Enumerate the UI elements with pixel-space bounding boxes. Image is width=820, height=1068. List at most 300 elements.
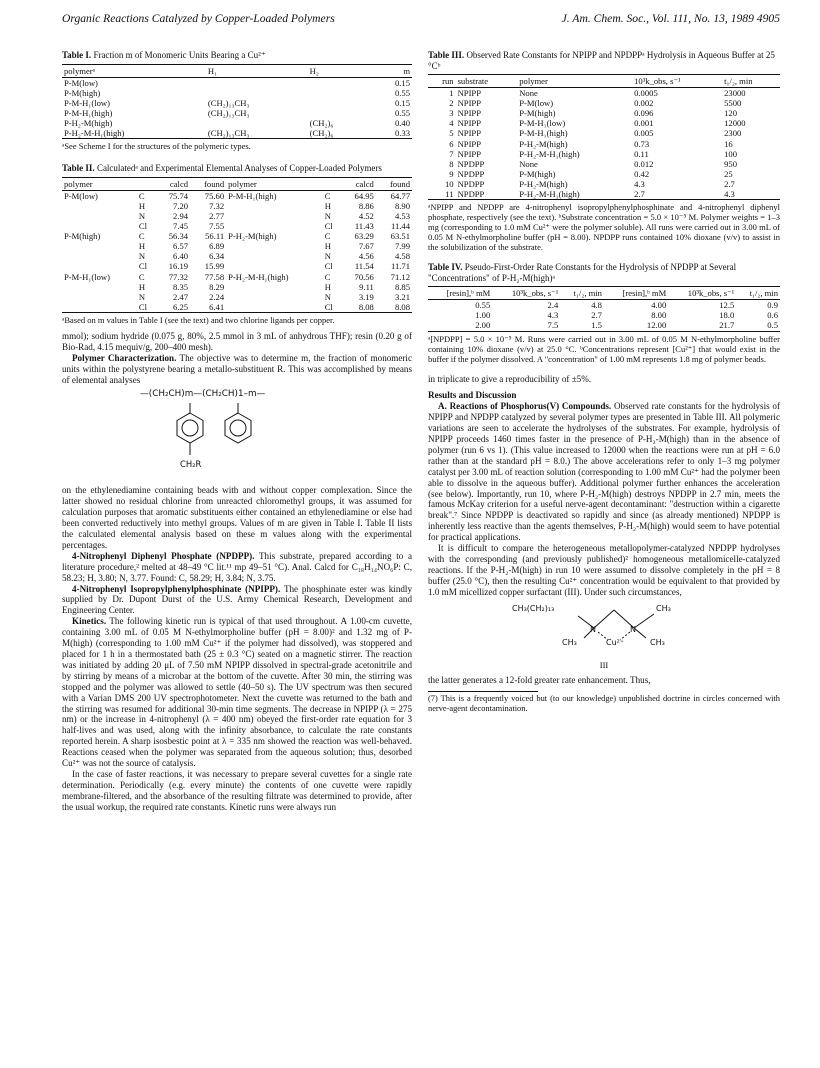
table-cell: 2.7 [591, 310, 602, 321]
table-row [428, 139, 780, 149]
table-cell: 64.77 [390, 190, 410, 201]
table-cell: 0.012 [634, 158, 654, 169]
table-cell: 12.5 [719, 300, 735, 311]
table-cell: 6.34 [209, 251, 225, 262]
table-row [62, 108, 412, 118]
table-cell: 0.11 [634, 148, 649, 159]
compound-iii-diagram [428, 602, 780, 656]
table-cell: (CH₂)₁₃CH₃ [207, 128, 250, 139]
paragraph-sodium-hydride: mmol); sodium hydride (0.075 g, 80%, 2.5 mmol in 3 mL of anhydrous THF); resin (0.20 g of Bio-Rad, 4.15 mequiv/g, 200–400 mesh). [62, 330, 412, 352]
table-cell: 11.54 [354, 261, 374, 272]
table-cell: 7.99 [394, 241, 410, 252]
table-cell: H [138, 281, 146, 292]
table-cell: (CH₂)₁₃CH₃ [207, 97, 250, 108]
table-cell [62, 241, 137, 251]
table-cell: 9.11 [359, 281, 374, 292]
text-npdpp: This substrate, prepared according to a literature procedure,² melted at 48–49 °C lit.¹¹ mp 49–51 °C). Anal. Calcd for C₁₈H₁₄NO₆P: C, 58.23; H, 3.80; N, 3.77. Found: C, 58.29; H, 3.84; N, 3.75. [62, 550, 412, 583]
table-cell: 56.34 [168, 231, 189, 242]
table-cell: 11.71 [390, 261, 410, 272]
t4-header-cell: [resin],ᵇ mM [446, 288, 491, 299]
table-row [62, 128, 412, 139]
table-cell: P-M-H₁(high) [519, 128, 568, 139]
table-cell: P-M-H₁(low) [64, 97, 110, 108]
table-cell: 4.58 [394, 251, 410, 262]
table-cell: 15.99 [204, 261, 225, 272]
table-3-caption [428, 50, 780, 71]
table-cell: Cl [138, 301, 148, 312]
table-4-label: Table IV. [428, 262, 463, 273]
table-cell: P-H₂-M-H₁(high) [64, 128, 125, 139]
table-cell: P-M-H₁(high) [64, 107, 113, 118]
table-cell: 0.096 [634, 108, 654, 119]
table-4-footnote: ᵃ[NPDPP] = 5.0 × 10⁻⁵ M. Runs were carried out in 3.00 mL of 0.05 M N-ethylmorpholine buffer containing 10% dioxane (v/v) at 25.0 °C. ᵇConcentrations represent [Cu²⁺] that would exist in the buffer if the polymer dissolved. A "concentration" of 1.00 mM represents 1.8 mg of polymer beads. [428, 333, 780, 364]
table-cell: N [324, 210, 331, 221]
table-cell [206, 77, 308, 88]
table-row [62, 201, 412, 211]
benzene-rings-drawing [62, 389, 412, 481]
table-cell: 6.41 [209, 301, 225, 312]
table-cell: 0.15 [394, 77, 410, 88]
table-row [428, 128, 780, 138]
table-row [428, 98, 780, 108]
table-cell: 8.90 [394, 200, 410, 211]
table-cell: 23000 [724, 88, 746, 99]
table-row [62, 221, 412, 231]
table-cell: NPIPP [457, 148, 481, 159]
table-cell: P-H₂-M(high) [519, 178, 568, 189]
methyl-top-label: CH₃ [656, 603, 671, 613]
table-cell: 6.25 [173, 301, 189, 312]
table-cell: NPIPP [457, 108, 481, 119]
left-body-text [62, 331, 412, 813]
table-cell: P-M(high) [64, 87, 101, 98]
methyl-bottom-right-label: CH₃ [650, 637, 665, 647]
t2-header-cell: calcd [355, 178, 374, 189]
heading-polymer-characterization: Polymer Characterization. [72, 352, 177, 363]
table-cell: NPDPP [457, 178, 485, 189]
table-3-title: Observed Rate Constants for NPIPP and NPDPPᵃ Hydrolysis in Aqueous Buffer at 25 °Cᵇ [428, 50, 775, 71]
paragraph-triplicate: in triplicate to give a reproducibility of ±5%. [428, 373, 592, 384]
table-cell [62, 221, 137, 231]
table-row [62, 190, 412, 201]
table-cell: P-M-H₁(low) [64, 271, 110, 282]
table-cell: H [324, 200, 331, 211]
t1-header-cell: H₁ [207, 65, 218, 76]
right-body-text [428, 374, 780, 715]
running-title: Organic Reactions Catalyzed by Copper-Loaded Polymers [62, 12, 335, 25]
table-cell: N [324, 291, 331, 302]
table-cell: 11.43 [354, 221, 374, 232]
table-cell: 4.3 [724, 189, 735, 200]
table-4-caption [428, 262, 780, 283]
table-cell: P-M-H₁(low) [519, 118, 566, 129]
table-cell: C [138, 190, 145, 201]
table-cell [226, 211, 323, 221]
table-2-footnote: ᵃBased on m values in Table I (see the text) and two chlorine ligands per copper. [62, 314, 335, 325]
compound-iii-label: III [599, 659, 609, 670]
table-cell: 77.32 [168, 271, 189, 282]
table-1-footnote: ᵃSee Scheme I for the structures of the polymeric types. [62, 141, 251, 152]
table-cell: 4.53 [394, 210, 410, 221]
section-heading-results: Results and Discussion [428, 390, 517, 401]
table-1 [62, 50, 412, 151]
table-cell: 7 [449, 148, 454, 159]
journal-citation: J. Am. Chem. Soc., Vol. 111, No. 13, 1989 4905 [561, 12, 780, 25]
table-cell: 7.67 [358, 241, 374, 252]
table-cell: 0.55 [394, 87, 410, 98]
table-cell: P-H₂-M-H₁(high) [519, 189, 580, 200]
table-4 [428, 262, 780, 363]
table-cell: 1.5 [591, 320, 602, 331]
paragraph-kinetics [62, 616, 412, 769]
t1-header-cell: H₂ [309, 65, 319, 76]
table-cell: N [138, 291, 146, 302]
table-cell: 8.00 [651, 310, 667, 321]
table-cell: 4.00 [651, 300, 667, 311]
table-cell: 7.55 [209, 221, 225, 232]
table-cell: 71.12 [390, 271, 410, 282]
paragraph-phosphorus [428, 401, 780, 543]
table-cell: 4 [449, 118, 454, 129]
table-cell: 11 [445, 189, 454, 200]
table-cell: NPDPP [457, 158, 485, 169]
t2-header-cell: found [389, 178, 410, 189]
t2-header-cell: polymer [64, 178, 93, 189]
t3-header-cell: 10³k_obs, s⁻¹ [634, 76, 681, 86]
table-cell: 0.0005 [634, 88, 658, 99]
table-cell: C [324, 190, 331, 201]
t2-header-cell: calcd [169, 178, 189, 189]
table-cell: Cl [138, 221, 148, 232]
t4-header-cell: t₁/₂, min [749, 288, 778, 299]
table-cell: 11.44 [390, 221, 410, 232]
table-cell [308, 108, 370, 118]
table-row [428, 179, 780, 189]
table-cell: 950 [724, 158, 737, 169]
table-cell: 100 [724, 148, 737, 159]
table-cell: 18.0 [719, 310, 735, 321]
t4-header-cell: [resin],ᵇ mM [622, 288, 667, 299]
table-cell: 4.56 [358, 251, 374, 262]
copper-center-label: Cu²⁺ [606, 637, 625, 647]
table-cell: NPIPP [457, 118, 481, 129]
table-cell [62, 302, 137, 313]
table-cell: 6.89 [209, 241, 225, 252]
table-cell: 1.00 [475, 310, 491, 321]
table-row [62, 282, 412, 292]
table-cell: NPDPP [457, 189, 485, 200]
table-cell [62, 251, 137, 261]
table-2-title: Calculatedᵃ and Experimental Elemental Analyses of Copper-Loaded Polymers [96, 163, 382, 174]
table-cell: 0.6 [767, 310, 778, 321]
table-cell: 4.8 [591, 300, 602, 311]
table-3-label: Table III. [428, 50, 465, 60]
table-cell: 7.45 [173, 221, 189, 232]
table-cell: 63.29 [354, 231, 374, 242]
table-cell: 0.002 [634, 98, 654, 109]
table-cell: 2300 [724, 128, 742, 139]
table-cell: 6.57 [173, 241, 189, 252]
left-column [62, 50, 412, 813]
table-1-caption [62, 50, 412, 61]
table-cell: 2.00 [475, 320, 491, 331]
table-cell: Cl [324, 301, 333, 312]
running-header [62, 12, 780, 30]
t4-header-cell: t₁/₂, min [573, 288, 602, 299]
table-cell: 5500 [724, 98, 742, 109]
heading-kinetics: Kinetics. [72, 616, 107, 627]
table-cell: 77.58 [204, 271, 225, 282]
table-cell: 0.9 [767, 300, 778, 311]
table-row [428, 108, 780, 118]
nitrogen-left-label: N [590, 624, 596, 634]
table-cell: 25 [724, 168, 733, 179]
table-cell: H [138, 200, 146, 211]
table-row [428, 320, 780, 331]
table-cell: P-M-H₁(high) [228, 190, 277, 201]
table-2-grid [62, 177, 412, 313]
footnote-divider [428, 691, 538, 692]
paragraph-polymer-characterization [62, 353, 412, 386]
table-cell: 75.74 [168, 190, 189, 201]
table-cell: 56.11 [205, 231, 225, 242]
table-2-label: Table II. [62, 163, 95, 174]
footnote-7: (7) This is a frequently voiced but (to our knowledge) unpublished doctrine in circles concerned with nerve-agent decontamination. [428, 694, 780, 714]
table-cell: P-M(high) [519, 168, 556, 179]
table-cell [206, 88, 308, 98]
table-cell: 120 [724, 108, 737, 119]
t3-header-cell: polymer [519, 76, 548, 86]
table-3-footnote: ᵃNPIPP and NPDPP are 4-nitrophenyl isopropylphenylphosphinate and 4-nitrophenyl diphenyl phosphate, respectively (see the text). ᵇSubstrate concentration = 5.0 × 10⁻⁵ M. Polymer weights = 1–3 mg (corresponding to 1.0 mM Cu²⁺ were the polymer soluble). All runs were carried out in 3.00 mL of 0.05 M N-ethylmorpholine buffer (pH = 8.00). NPDPP runs contained 10% dioxane (v/v) to assist in the solubilization of the substrate. [428, 202, 780, 253]
table-2 [62, 163, 412, 325]
table-cell [62, 201, 137, 211]
table-1-title: Fraction m of Monomeric Units Bearing a Cu²⁺ [93, 50, 266, 60]
table-cell: P-M(low) [64, 190, 98, 201]
table-cell: 21.7 [719, 320, 735, 331]
table-cell: P-M(low) [519, 98, 554, 109]
table-row [62, 211, 412, 221]
table-cell: N [138, 251, 146, 262]
table-cell: 8.08 [394, 301, 410, 312]
table-cell: 3.19 [358, 291, 374, 302]
table-row [62, 231, 412, 241]
table-3 [428, 50, 780, 252]
table-cell: P-M(high) [519, 108, 556, 119]
table-cell: 0.005 [634, 128, 654, 139]
table-row [62, 251, 412, 261]
table-cell: (CH₂)₆ [309, 117, 334, 128]
table-cell: 75.60 [204, 190, 225, 201]
table-cell: 0.5 [767, 320, 778, 331]
table-cell: P-M(high) [64, 231, 101, 242]
table-cell: NPIPP [457, 98, 481, 109]
t1-header-cell: polymerᵃ [64, 65, 95, 76]
table-cell: 8.08 [358, 301, 374, 312]
table-cell: 2.77 [209, 210, 225, 221]
table-cell: C [138, 271, 145, 282]
t2-header-cell: found [204, 178, 225, 189]
nitrogen-right-label: N [630, 624, 636, 634]
table-3-grid [428, 74, 780, 200]
t2-header-cell [323, 177, 341, 190]
polymer-formula: —(CH₂CH)m—(CH₂CH)1–m— [140, 389, 266, 400]
table-cell: 3.21 [394, 291, 410, 302]
table-cell: NPIPP [457, 128, 481, 139]
paragraph-faster-reactions: In the case of faster reactions, it was necessary to prepare several cuvettes for a single rate determination. Periodically (e.g. every minute) the contents of one cuvette were rapidly membrane-filtered, and the absorbance of the resulting filtrate was determined to provide, after the usual workup, the required rate constants. Kinetic runs were always run [62, 768, 412, 812]
table-cell: 0.001 [634, 118, 654, 129]
table-cell: 8.86 [358, 200, 374, 211]
table-row [62, 241, 412, 251]
table-4-grid [428, 286, 780, 331]
paragraph-npdpp [62, 551, 412, 584]
table-cell [226, 282, 323, 292]
text-polymer-characterization: The objective was to determine m, the fraction of monomeric units within the polystyrene bearing a metallo-substituent R. This was accomplished by means of elemental analyses [62, 352, 412, 385]
table-cell: 3 [449, 108, 454, 119]
table-cell: P-H₂-M(high) [64, 117, 113, 128]
table-row [62, 292, 412, 302]
table-cell: 8.29 [209, 281, 225, 292]
text-npipp: The phosphinate ester was kindly supplied by Dr. Dupont Durst of the U.S. Army Chemical Research, Development and Engineering Center. [62, 583, 412, 616]
table-1-label: Table I. [62, 50, 92, 60]
table-cell: C [138, 231, 145, 242]
table-row [428, 310, 780, 320]
table-cell: 7.20 [173, 200, 189, 211]
table-cell: 9 [449, 168, 454, 179]
table-row [62, 77, 412, 88]
table-cell: None [519, 158, 538, 169]
table-cell: 16.19 [168, 261, 189, 272]
table-cell: 0.42 [634, 168, 650, 179]
table-cell [226, 261, 323, 271]
table-cell: 1 [449, 88, 454, 99]
paragraph-compare: It is difficult to compare the heterogeneous metallopolymer-catalyzed NPDPP hydrolyses with the corresponding (and previously published)² homogeneous metallomicelle-catalyzed reactions. If the P-H₂-M(high) in run 10 were assumed to dissolve completely in the pH = 8 buffer (25.0 °C), then the resulting Cu²⁺ concentration would be equivalent to that provided by 1.0 mM micellized copper surfactant (III). Under such circumstances, [428, 543, 780, 597]
subheading-phosphorus: A. Reactions of Phosphorus(V) Compounds. [438, 401, 612, 412]
table-cell: 2.4 [547, 300, 559, 311]
table-row [428, 159, 780, 169]
t4-header-cell: 10³k_obs, s⁻¹ [687, 288, 735, 299]
table-cell: 0.33 [394, 128, 410, 139]
paragraph-rate-enhancement: the latter generates a 12-fold greater rate enhancement. Thus, [428, 674, 651, 685]
table-cell: 8.35 [173, 281, 189, 292]
table-cell: H [324, 241, 331, 252]
table-cell: 2.94 [173, 210, 189, 221]
table-cell: 12.00 [646, 320, 667, 331]
table-cell: 16 [724, 138, 733, 149]
table-row [62, 261, 412, 271]
table-cell [226, 302, 323, 313]
text-kinetics: The following kinetic run is typical of that used throughout. A 1.00-cm cuvette, containing 3.00 mL of 0.05 M N-ethylmorpholine buffer (pH = 8.00)² and 1.32 mg of P-M(high) (corresponding to 1.00 mM Cu²⁺ if the polymer had dissolved), was stoppered and placed for 1 h in a thermostated bath (25 ± 0.3 °C) seated on a magnetic stirrer. The reaction was initiated by adding 20 μL of 7.50 mM NPIPP dissolved in spectral-grade acetonitrile and by stirring by means of a microbar at the bottom of the cuvette. After 30 min, the stirring was stopped and the polymer was allowed to settle (40–50 s). The UV spectrum was then secured with a Varian DMS 200 UV spectrophotometer. Next the cuvette was returned to the bath and the stirring was resumed for additional 30-min time segments. The decrease in NPIPP (λ = 275 nm) or the increase in 4-nitrophenyl (λ = 400 nm) obeyed the first-order rate equation for 3 half-lives and was used, along with the infinity absorbance, to calculate the rate constants reported herein. A sharp isosbestic point at λ = 335 nm showed the reaction was well-behaved. Reactions ceased when the polymer was separated from the aqueous solution; thus, desorbed Cu²⁺ was not the source of catalysis. [62, 616, 412, 769]
table-cell: 2.24 [209, 291, 225, 302]
t2-header-cell: polymer [228, 178, 257, 189]
table-row [428, 169, 780, 179]
table-cell: 5 [449, 128, 454, 139]
table-row [428, 118, 780, 128]
table-cell: 0.55 [394, 107, 410, 118]
chain-label: CH₃(CH₂)₁₃ [512, 603, 555, 613]
table-cell: Cl [324, 261, 333, 272]
polymer-structure-diagram [62, 389, 412, 481]
table-cell: (CH₂)₁₃CH₃ [207, 107, 250, 118]
table-cell: 2.47 [173, 291, 189, 302]
table-cell [62, 282, 137, 292]
table-row [62, 272, 412, 282]
table-cell: NPIPP [457, 88, 481, 99]
table-row [428, 300, 780, 311]
table-row [428, 149, 780, 159]
table-cell: P-H₂-M-H₁(high) [519, 148, 580, 159]
table-cell: 2.7 [634, 189, 645, 200]
table-cell [226, 201, 323, 211]
ethylenediamine-ligand-drawing [428, 602, 780, 656]
t2-header-cell [137, 177, 155, 190]
table-row [428, 88, 780, 99]
table-cell: 6 [449, 138, 454, 149]
table-cell: 10 [444, 178, 454, 189]
table-cell: 70.56 [354, 271, 374, 282]
table-cell [62, 292, 137, 302]
table-cell: 64.95 [354, 190, 374, 201]
table-cell: P-M(low) [64, 77, 98, 88]
table-cell [62, 261, 137, 271]
t4-header-cell: 10³k_obs, s⁻¹ [511, 288, 559, 299]
table-cell: Cl [138, 261, 148, 272]
table-row [62, 118, 412, 128]
table-cell [226, 221, 323, 231]
heading-npdpp: 4-Nitrophenyl Diphenyl Phosphate (NPDPP). [72, 550, 255, 561]
table-row [62, 98, 412, 108]
table-cell: 4.3 [634, 178, 645, 189]
table-row [428, 189, 780, 200]
table-row [62, 302, 412, 313]
table-cell: 7.5 [547, 320, 559, 331]
table-cell [226, 292, 323, 302]
table-cell: 12000 [724, 118, 746, 129]
table-cell: 2 [449, 98, 454, 109]
table-cell: NPIPP [457, 138, 481, 149]
table-cell: 6.40 [173, 251, 189, 262]
table-cell: C [324, 271, 331, 282]
t3-header-cell: run [442, 76, 454, 86]
heading-npipp: 4-Nitrophenyl Isopropylphenylphosphinate (NPIPP). [72, 583, 281, 594]
table-row [62, 88, 412, 98]
table-cell [308, 77, 370, 88]
paragraph-ethylenediamine: on the ethylenediamine containing beads with and without copper complexation. Since the latter showed no residual chlorine from unreacted chloromethyl groups, it was assumed for calculation purposes that aromatic substituents either contained an ethylenediamine or else had been converted reductively into methyl groups. Values of m are given in Table I. Table II lists the calculated elemental analysis based on these m values along with the experimental percentages. [62, 485, 412, 550]
table-cell: 0.15 [394, 97, 410, 108]
table-cell: 2.7 [724, 178, 735, 189]
table-cell: 8 [449, 158, 454, 169]
table-cell: None [519, 88, 538, 99]
table-cell: (CH₂)₆ [309, 128, 334, 139]
table-cell: 0.40 [394, 117, 410, 128]
table-cell: P-H₂-M-H₁(high) [228, 271, 289, 282]
table-cell: 4.52 [358, 210, 374, 221]
table-cell: N [324, 251, 331, 262]
table-cell [308, 98, 370, 108]
table-1-grid [62, 64, 412, 140]
table-cell: 8.85 [394, 281, 410, 292]
table-cell: 0.55 [475, 300, 491, 311]
table-cell: NPDPP [457, 168, 485, 179]
table-cell: H [138, 241, 146, 252]
table-cell [206, 118, 308, 128]
table-cell: C [324, 231, 331, 242]
text-phosphorus: Observed rate constants for the hydrolysis of NPIPP and NPDPP catalyzed by several polymer types are presented in Table III. All polymeric variations are seen to accelerate the hydrolyses of the substrates. For example, hydrolysis of NPIPP proceeds 1460 times faster in the presence of P-H₂-M(high) than in the absence of polymer (run 6 vs 1). (This value increased to 12000 when the reactions were run at pH = 6.0 rather than at the standard pH = 8.0.) The above accelerations refer to only 1–3 mg polymer catalyst per 3.00 mL of reaction solution (corresponding to 1.00 mM Cu²⁺ had the polymer been able to dissolve in the aqueous buffer). Additional polymer further enhances the acceleration (see below). Importantly, run 10, where P-H₂-M(high) destroys NPDPP in 2.7 min, meets the famous McKay criterion for a useful nerve-agent decontaminant: "destruction within a cigarette break".⁷ Since NPDPP is deactivated so rapidly and since (as already mentioned) NPDPP is inherently less reactive than the agents themselves, P-H₂-M(high) would seem to have potential for practical applications. [428, 401, 780, 543]
table-cell [62, 211, 137, 221]
table-cell [226, 241, 323, 251]
t3-header-cell: t₁/₂, min [724, 76, 753, 86]
table-cell: Cl [324, 221, 333, 232]
table-cell: N [138, 210, 146, 221]
